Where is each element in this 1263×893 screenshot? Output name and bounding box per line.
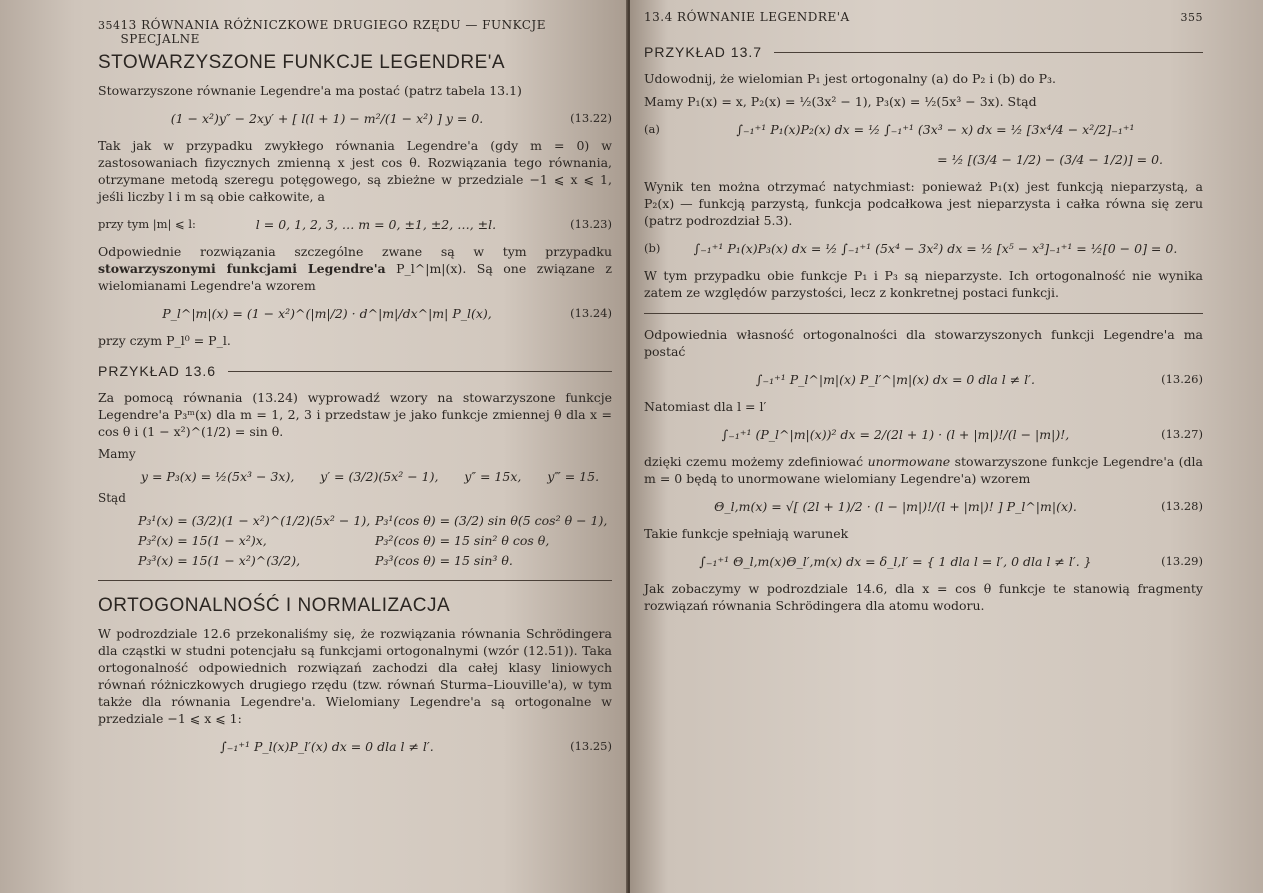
equation-body: Θ_l,m(x) = √[ (2l + 1)/2 · (l − |m|)!/(l + |m|)! ] P_l^|m|(x). xyxy=(714,498,1077,514)
right-page-number: 355 xyxy=(1180,11,1203,24)
equation-tag: (13.26) xyxy=(1161,372,1203,386)
mamy-eq: y″ = 15x, xyxy=(464,469,522,484)
equation-13-23 xyxy=(98,213,612,235)
paragraph: Takie funkcje spełniają warunek xyxy=(644,526,849,541)
paragraph: W tym przypadku obie funkcje P₁ i P₃ są nieparzyste. Ich ortogonalność nie wynika zatem ze względów parzystości, lecz z konkretnej postaci funkcji. xyxy=(644,268,1203,300)
example-13-6-header xyxy=(98,363,612,379)
paragraph: Wynik ten można otrzymać natychmiast: ponieważ P₁(x) jest funkcją nieparzystą, a P₂(x) — funkcją parzystą, funkcja podcałkowa jest nieparzysta i całka równa się zeru (patrz podrozdział 5.3). xyxy=(644,179,1203,228)
equation-body: P_l^|m|(x) = (1 − x²)^(|m|/2) · d^|m|/dx^|m| P_l(x), xyxy=(162,305,492,321)
paragraph xyxy=(98,243,612,294)
stad-eq: P₃¹(cos θ) = (3/2) sin θ(5 cos² θ − 1), xyxy=(375,513,608,528)
text-run: P_l^|m|(x). Są one związane z wielomianami Legendre'a wzorem xyxy=(98,261,612,293)
left-page xyxy=(0,0,628,893)
equation-13-29 xyxy=(644,550,1203,572)
paragraph: Za pomocą równania (13.24) wyprowadź wzory na stowarzyszone funkcje Legendre'a P₃ᵐ(x) dla m = 1, 2, 3 i przedstaw je jako funkcje zmiennej θ dla x = cos θ i (1 − x²)^(1/2) = sin θ. xyxy=(98,390,612,439)
text-run: Odpowiednie rozwiązania szczególne zwane są w tym przypadku xyxy=(98,244,612,259)
stad-eq: P₃²(x) = 15(1 − x²)x, xyxy=(138,533,267,548)
example-rule xyxy=(228,371,612,372)
equation-tag: (13.28) xyxy=(1161,499,1203,513)
equation-13-28 xyxy=(644,495,1203,517)
paragraph: Natomiast dla l = l′ xyxy=(644,399,767,414)
text-run: dzięki czemu możemy zdefiniować xyxy=(644,454,868,469)
text-run: stowarzyszone funkcje Legendre'a (dla m = 0 będą to unormowane wielomiany Legendre'a) wzorem xyxy=(644,454,1203,486)
mamy-label: Mamy xyxy=(98,447,136,461)
equation-tag: (13.22) xyxy=(570,111,612,125)
right-running-head xyxy=(644,10,1203,30)
equation-body: ∫₋₁⁺¹ P_l^|m|(x) P_l′^|m|(x) dx = 0 dla l ≠ l′. xyxy=(756,371,1035,387)
equation-tag: (13.25) xyxy=(570,739,612,753)
equation-body: ∫₋₁⁺¹ Θ_l,m(x)Θ_l′,m(x) dx = δ_l,l′ = { 1 dla l = l′, 0 dla l ≠ l′. } xyxy=(699,553,1092,569)
mamy-eq: y′ = (3/2)(5x² − 1), xyxy=(320,469,439,484)
paragraph: Mamy P₁(x) = x, P₂(x) = ½(3x² − 1), P₃(x) = ½(5x³ − 3x). Stąd xyxy=(644,94,1037,109)
right-page xyxy=(630,0,1263,893)
equation-tag: (13.29) xyxy=(1161,554,1203,568)
stad-eq: P₃³(x) = 15(1 − x²)^(3/2), xyxy=(138,553,301,568)
equation-13-22 xyxy=(98,107,612,129)
mamy-equations xyxy=(128,469,612,484)
equation-13-24 xyxy=(98,302,612,324)
paragraph: W podrozdziale 12.6 przekonaliśmy się, że rozwiązania równania Schrödingera dla cząstki w studni potencjału są funkcjami ortogonalnymi (wzór (12.51)). Taka ortogonalność odpowiednich rozwiązań zachodzi dla całej klasy liniowych równań różniczkowych drugiego rzędu (tzw. równań Sturma–Liouville'a), w tym także dla równania Legendre'a. Wielomiany Legendre'a są ortogonalne w przedziale −1 ⩽ x ⩽ 1: xyxy=(98,626,612,726)
example-13-7-header xyxy=(644,44,1203,60)
paragraph: Stowarzyszone równanie Legendre'a ma postać (patrz tabela 13.1) xyxy=(98,83,522,98)
paragraph: Tak jak w przypadku zwykłego równania Legendre'a (gdy m = 0) w zastosowaniach fizycznych zmienną x jest cos θ. Rozwiązania tego równania, otrzymane metodą szeregu potęgowego, są zbieżne w przedziale −1 ⩽ x ⩽ 1, jeśli liczby l i m są obie całkowite, a xyxy=(98,138,612,204)
stad-eq: P₃²(cos θ) = 15 sin² θ cos θ, xyxy=(375,533,550,548)
equation-tag: (13.27) xyxy=(1161,427,1203,441)
equation-body: l = 0, 1, 2, 3, … m = 0, ±1, ±2, …, ±l. xyxy=(255,216,497,232)
equation-body: = ½ [(3/4 − 1/2) − (3/4 − 1/2)] = 0. xyxy=(937,151,1163,167)
stad-eq: P₃³(cos θ) = 15 sin³ θ. xyxy=(375,553,513,568)
example-label: PRZYKŁAD 13.6 xyxy=(98,363,217,379)
equation-a-line1 xyxy=(644,118,1203,140)
mamy-eq: y = P₃(x) = ½(5x³ − 3x), xyxy=(140,469,295,484)
equation-body: ∫₋₁⁺¹ (P_l^|m|(x))² dx = 2/(2l + 1) · (l + |m|)!/(l − |m|)!, xyxy=(721,426,1070,442)
stad-eq: P₃¹(x) = (3/2)(1 − x²)^(1/2)(5x² − 1), xyxy=(138,513,371,528)
equation-body: ∫₋₁⁺¹ P₁(x)P₃(x) dx = ½ ∫₋₁⁺¹ (5x⁴ − 3x²) dx = ½ [x⁵ − x³]₋₁⁺¹ = ½[0 − 0] = 0. xyxy=(693,240,1178,256)
example-rule xyxy=(774,52,1203,53)
equation-tag: (13.24) xyxy=(570,306,612,320)
equation-b xyxy=(644,237,1203,259)
equation-13-25 xyxy=(98,735,612,757)
mamy-eq: y‴ = 15. xyxy=(547,469,600,484)
equation-body: ∫₋₁⁺¹ P_l(x)P_l′(x) dx = 0 dla l ≠ l′. xyxy=(220,738,434,754)
example-end-rule xyxy=(644,313,1203,314)
left-running-head-text: 13 RÓWNANIA RÓŻNICZKOWE DRUGIEGO RZĘDU — FUNKCJE SPECJALNE xyxy=(120,18,546,46)
example-end-rule xyxy=(98,580,612,581)
right-running-head-text: 13.4 RÓWNANIE LEGENDRE'A xyxy=(644,10,850,24)
equation-part-label: (a) xyxy=(644,122,660,136)
left-page-number: 354 xyxy=(98,19,121,32)
equation-13-27 xyxy=(644,423,1203,445)
equation-a-line2 xyxy=(644,148,1203,170)
equation-tag: (13.23) xyxy=(570,217,612,231)
bold-term: stowarzyszonymi funkcjami Legendre'a xyxy=(98,261,386,276)
section-title-orthogonality: ORTOGONALNOŚĆ I NORMALIZACJA xyxy=(98,595,451,616)
paragraph: Udowodnij, że wielomian P₁ jest ortogonalny (a) do P₂ i (b) do P₃. xyxy=(644,71,1056,86)
left-running-head xyxy=(98,18,612,46)
italic-term: unormowane xyxy=(867,454,951,469)
paragraph: Jak zobaczymy w podrozdziale 14.6, dla x = cos θ funkcje te stanowią fragmenty rozwiązań równania Schrödingera dla atomu wodoru. xyxy=(644,581,1203,613)
paragraph xyxy=(644,453,1203,487)
stad-label: Stąd xyxy=(98,491,126,505)
equation-part-label: (b) xyxy=(644,241,661,255)
paragraph: przy czym P_l⁰ = P_l. xyxy=(98,333,231,348)
stad-equations xyxy=(138,513,612,568)
equation-body: (1 − x²)y″ − 2xy′ + [ l(l + 1) − m²/(1 − x²) ] y = 0. xyxy=(170,110,484,126)
example-label: PRZYKŁAD 13.7 xyxy=(644,44,763,60)
equation-lead-text: przy tym |m| ⩽ l: xyxy=(98,217,196,231)
equation-body: ∫₋₁⁺¹ P₁(x)P₂(x) dx = ½ ∫₋₁⁺¹ (3x³ − x) dx = ½ [3x⁴/4 − x²/2]₋₁⁺¹ xyxy=(736,121,1135,137)
paragraph: Odpowiednia własność ortogonalności dla stowarzyszonych funkcji Legendre'a ma postać xyxy=(644,327,1203,359)
equation-13-26 xyxy=(644,368,1203,390)
section-title-associated-legendre: STOWARZYSZONE FUNKCJE LEGENDRE'A xyxy=(98,52,506,73)
